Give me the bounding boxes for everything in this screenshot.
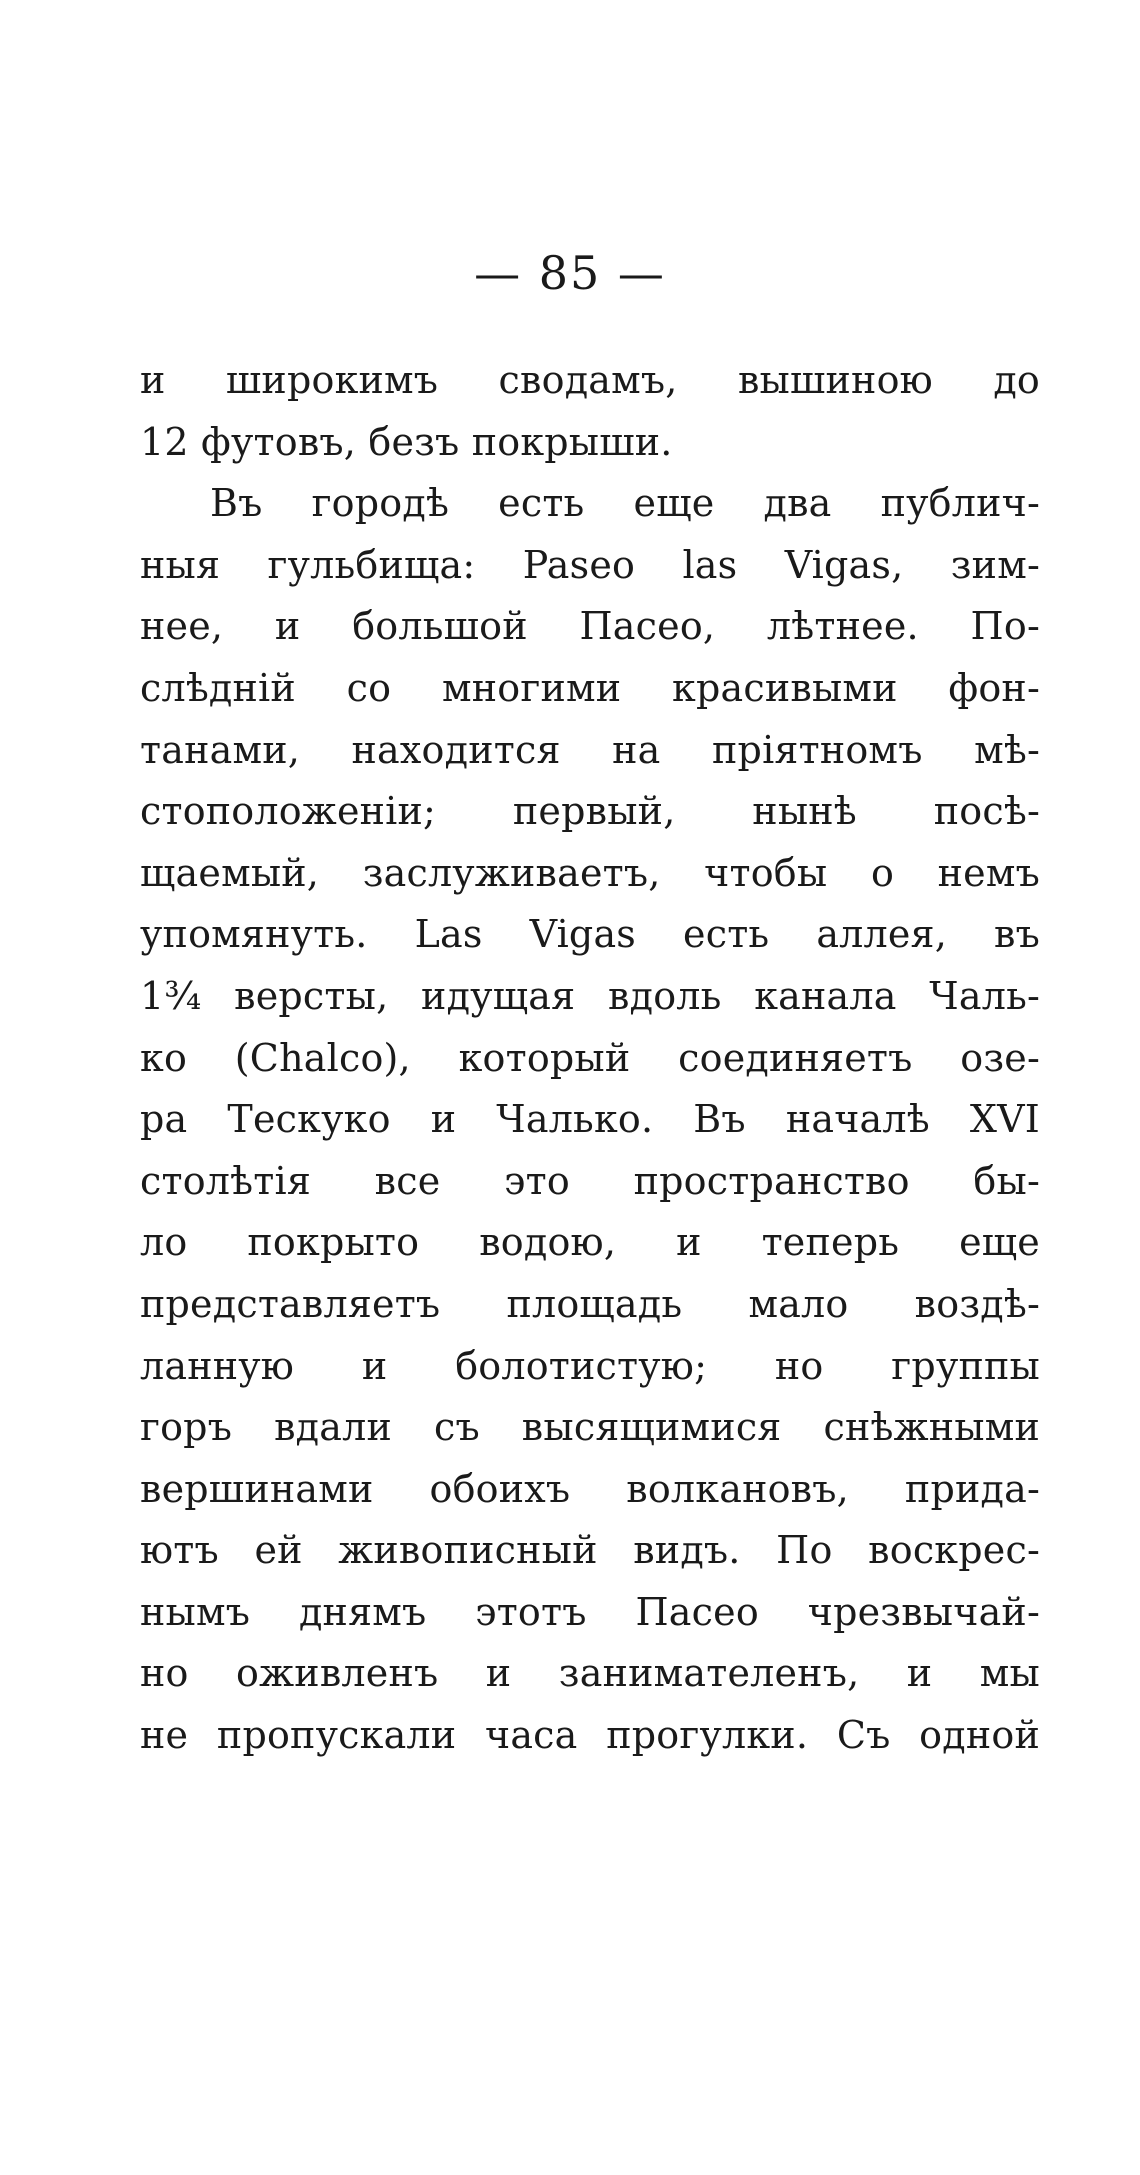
page-number: — 85 —: [474, 246, 666, 300]
text-line: ныя гульбища: Paseo las Vigas, зим-: [140, 542, 1040, 587]
text-line: ютъ ей живописный видъ. По воскрес-: [140, 1528, 1040, 1573]
text-line: но оживленъ и занимателенъ, и мы: [140, 1651, 1040, 1696]
text-line: представляетъ площадь мало воздѣ-: [140, 1281, 1040, 1326]
text-line: упомянуть. Las Vigas есть аллея, въ: [140, 912, 1040, 957]
text-line: танами, находится на пріятномъ мѣ-: [140, 727, 1040, 772]
text-line: не пропускали часа прогулки. Съ одной: [140, 1713, 1040, 1758]
text-line: вершинами обоихъ волкановъ, прида-: [140, 1466, 1040, 1511]
text-line: горъ вдали съ высящимися снѣжными: [140, 1405, 1040, 1450]
body-text: [140, 350, 1040, 1767]
text-line: ко (Chalco), который соединяетъ озе-: [140, 1035, 1040, 1080]
text-line: 1¾ версты, идущая вдоль канала Чаль-: [140, 973, 1040, 1018]
paragraph-start-line: Въ городѣ есть еще два публич-: [210, 481, 1040, 526]
text-line: стоположеніи; первый, нынѣ посѣ-: [140, 789, 1040, 834]
text-line: ра Тескуко и Чалько. Въ началѣ XVI: [140, 1097, 1040, 1142]
text-line: нымъ днямъ этотъ Пасео чрезвычай-: [140, 1589, 1040, 1634]
text-line: слѣдній со многими красивыми фон-: [140, 665, 1040, 710]
text-line: и широкимъ сводамъ, вышиною до: [140, 358, 1040, 402]
text-line: 12 футовъ, безъ покрыши.: [140, 419, 673, 464]
text-line: столѣтія все это пространство бы-: [140, 1158, 1040, 1203]
text-line: щаемый, заслуживаетъ, чтобы о немъ: [140, 850, 1040, 895]
text-line: ло покрыто водою, и теперь еще: [140, 1220, 1040, 1265]
text-line: ланную и болотистую; но группы: [140, 1343, 1040, 1388]
text-line: нее, и большой Пасео, лѣтнее. По-: [140, 604, 1040, 649]
